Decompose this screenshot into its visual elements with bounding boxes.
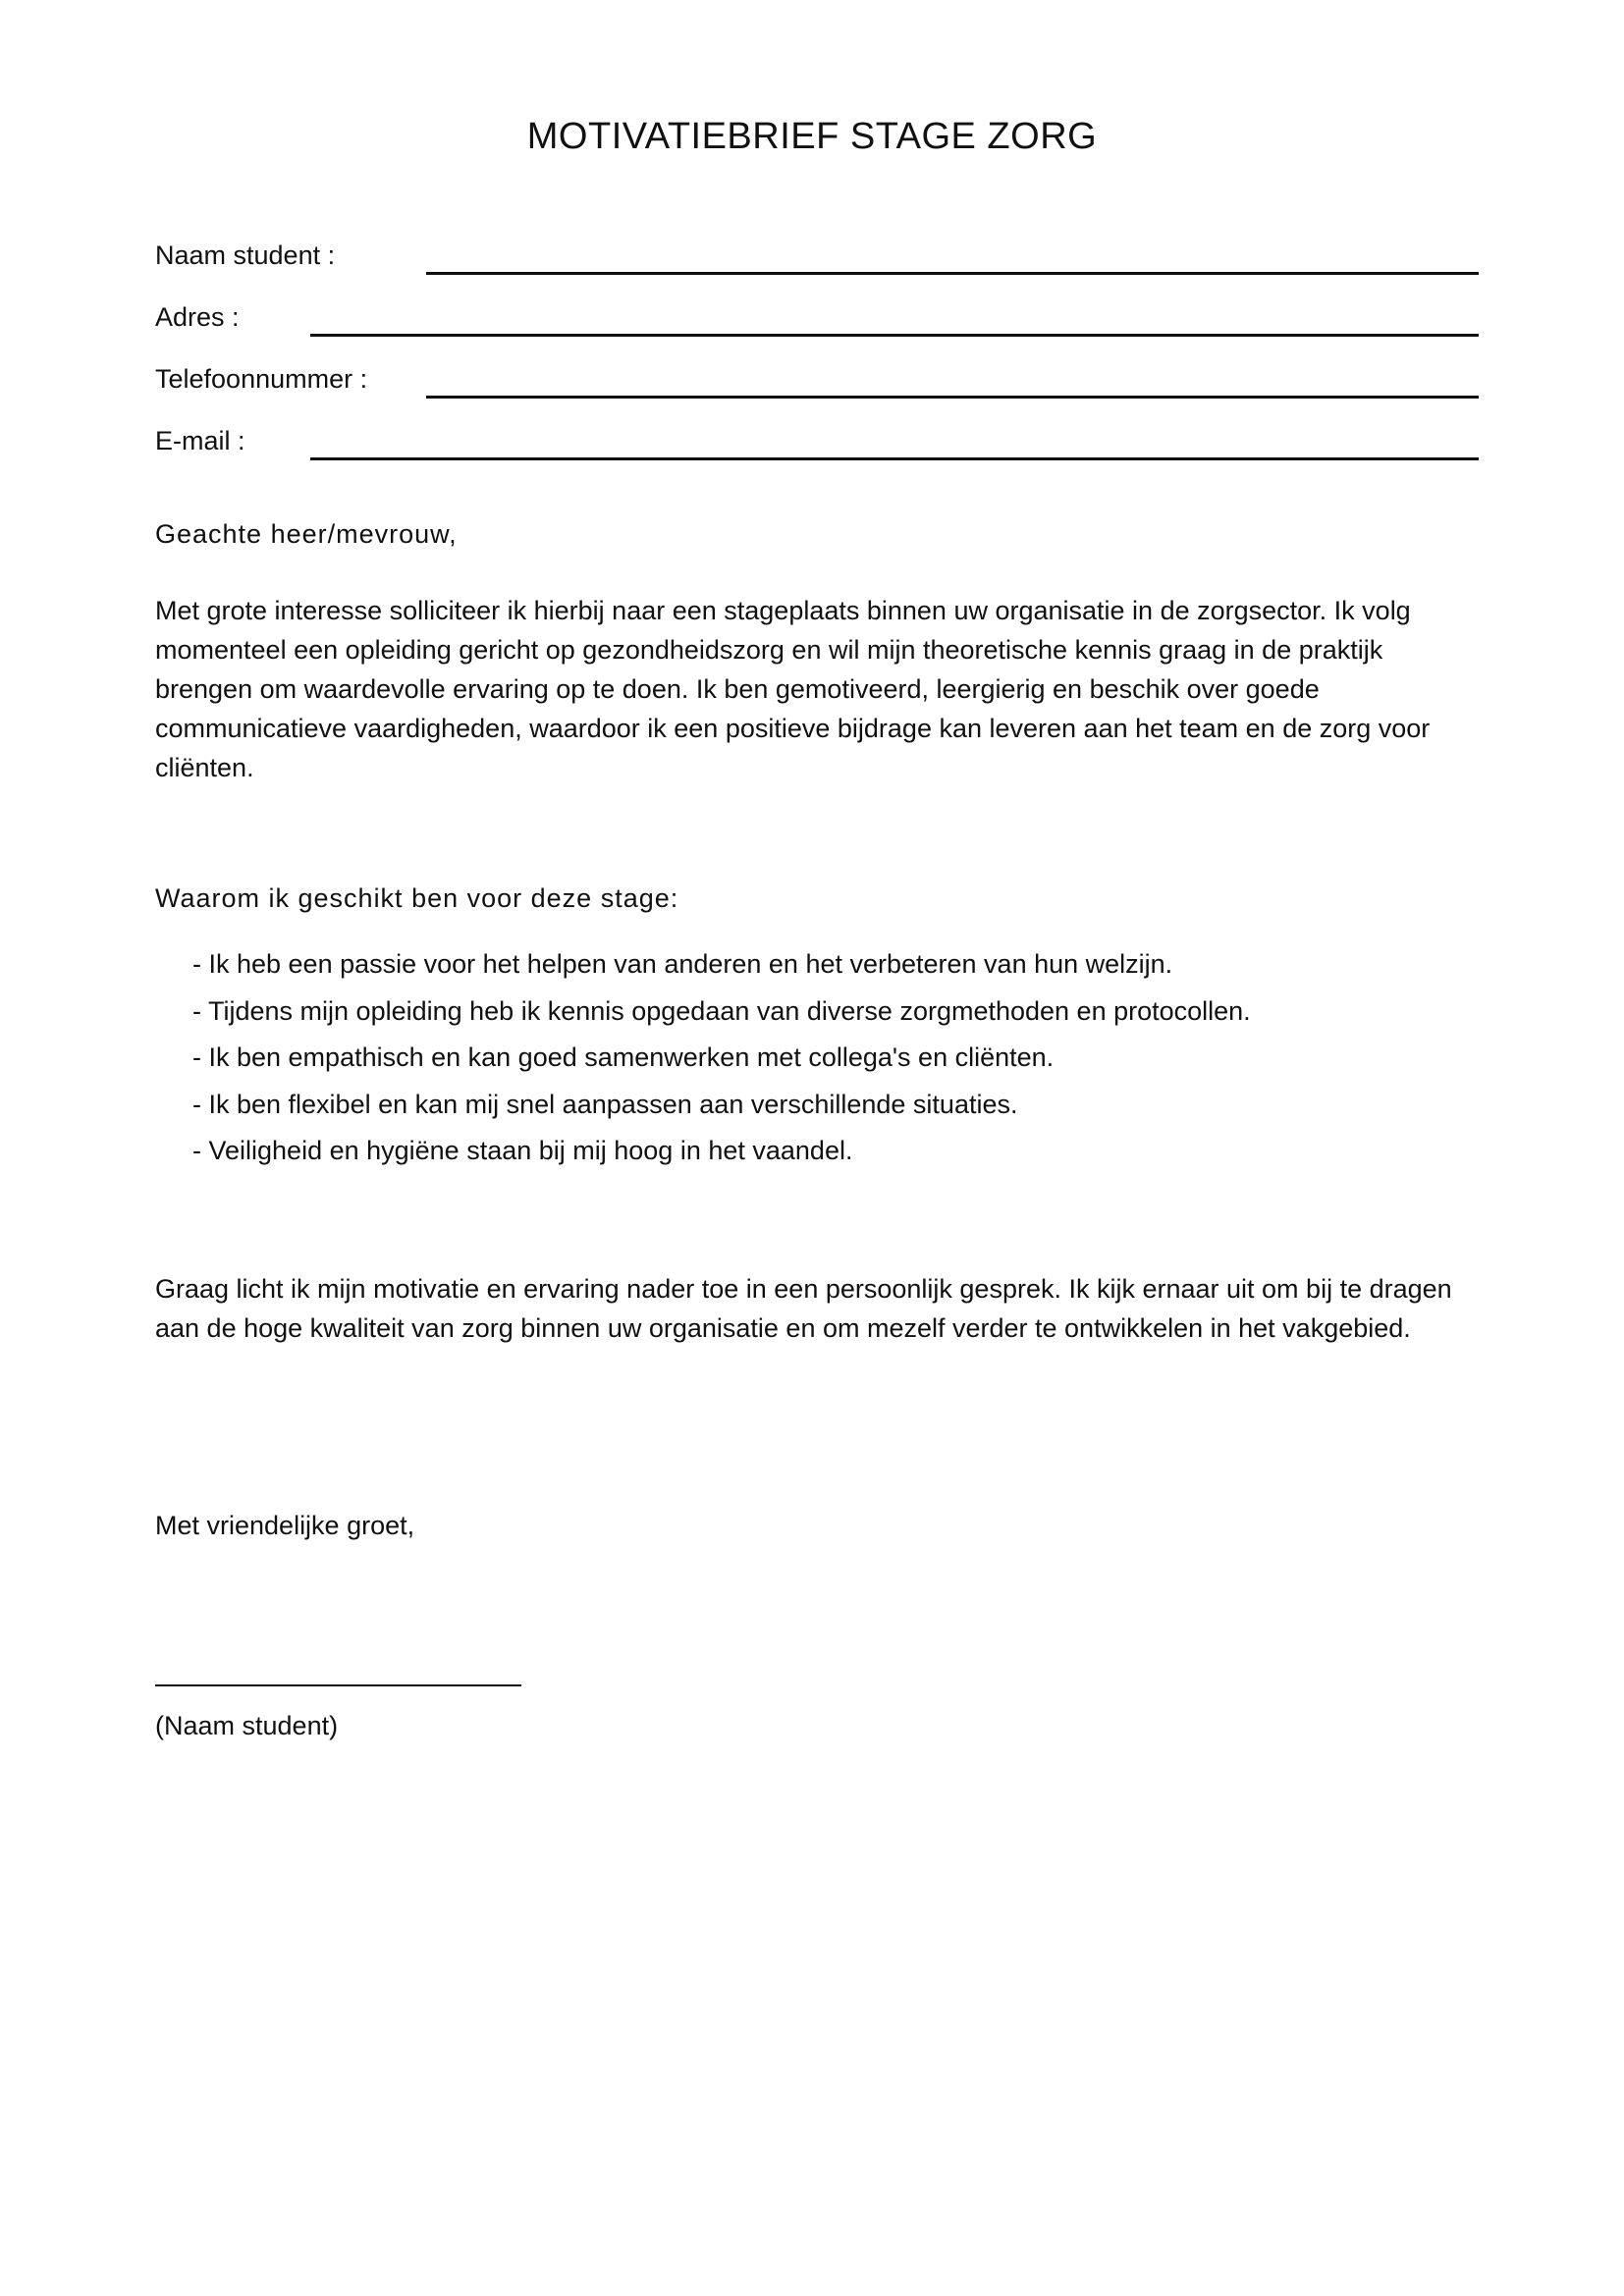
closing-paragraph: Graag licht ik mijn motivatie en ervaring nader toe in een persoonlijk gesprek. Ik kijk ernaar uit om bij te dragen aan de hoge kwaliteit van zorg binnen uw organisatie en om mezelf verder te ontwikkelen in het vakgebied. xyxy=(155,1274,1452,1343)
address-field-row xyxy=(155,297,1479,337)
document-title: MOTIVATIEBRIEF STAGE ZORG xyxy=(526,116,1098,157)
sign-off: Met vriendelijke groet, xyxy=(155,1511,415,1540)
address-field-label: Adres : xyxy=(155,302,240,332)
reasons-heading: Waarom ik geschikt ben voor deze stage: xyxy=(155,883,679,913)
intro-paragraph: Met grote interesse solliciteer ik hierbij naar een stageplaats binnen uw organisatie in de zorgsector. Ik volg momenteel een opleiding gericht op gezondheidszorg en wil mijn theoretische kennis graag in de praktijk brengen om waardevolle ervaring op te doen. Ik ben gemotiveerd, leergierig en beschik over goede communicatieve vaardigheden, waardoor ik een positieve bijdrage kan leveren aan het team en de zorg voor cliënten. xyxy=(155,596,1431,782)
phone-field-label: Telefoonnummer : xyxy=(155,364,368,394)
reasons-list xyxy=(192,944,1469,1178)
list-item: - Tijdens mijn opleiding heb ik kennis opgedaan van diverse zorgmethoden en protocollen. xyxy=(192,995,1251,1026)
name-field-label: Naam student : xyxy=(155,240,336,270)
salutation: Geachte heer/mevrouw, xyxy=(155,519,458,549)
email-field-row xyxy=(155,421,1479,460)
signature-caption: (Naam student) xyxy=(155,1711,339,1740)
email-field-label: E-mail : xyxy=(155,426,245,455)
list-item: - Ik ben flexibel en kan mij snel aanpassen aan verschillende situaties. xyxy=(192,1089,1018,1119)
list-item: - Veiligheid en hygiëne staan bij mij hoog in het vaandel. xyxy=(192,1136,853,1165)
name-field[interactable] xyxy=(426,272,1479,275)
signature-line xyxy=(155,1684,521,1686)
phone-field-row xyxy=(155,359,1479,399)
email-field[interactable] xyxy=(310,457,1479,460)
address-field[interactable] xyxy=(310,334,1479,337)
list-item: - Ik ben empathisch en kan goed samenwerken met collega's en cliënten. xyxy=(192,1042,1055,1072)
list-item: - Ik heb een passie voor het helpen van anderen en het verbeteren van hun welzijn. xyxy=(192,949,1173,979)
name-field-row xyxy=(155,236,1479,275)
phone-field[interactable] xyxy=(426,396,1479,399)
